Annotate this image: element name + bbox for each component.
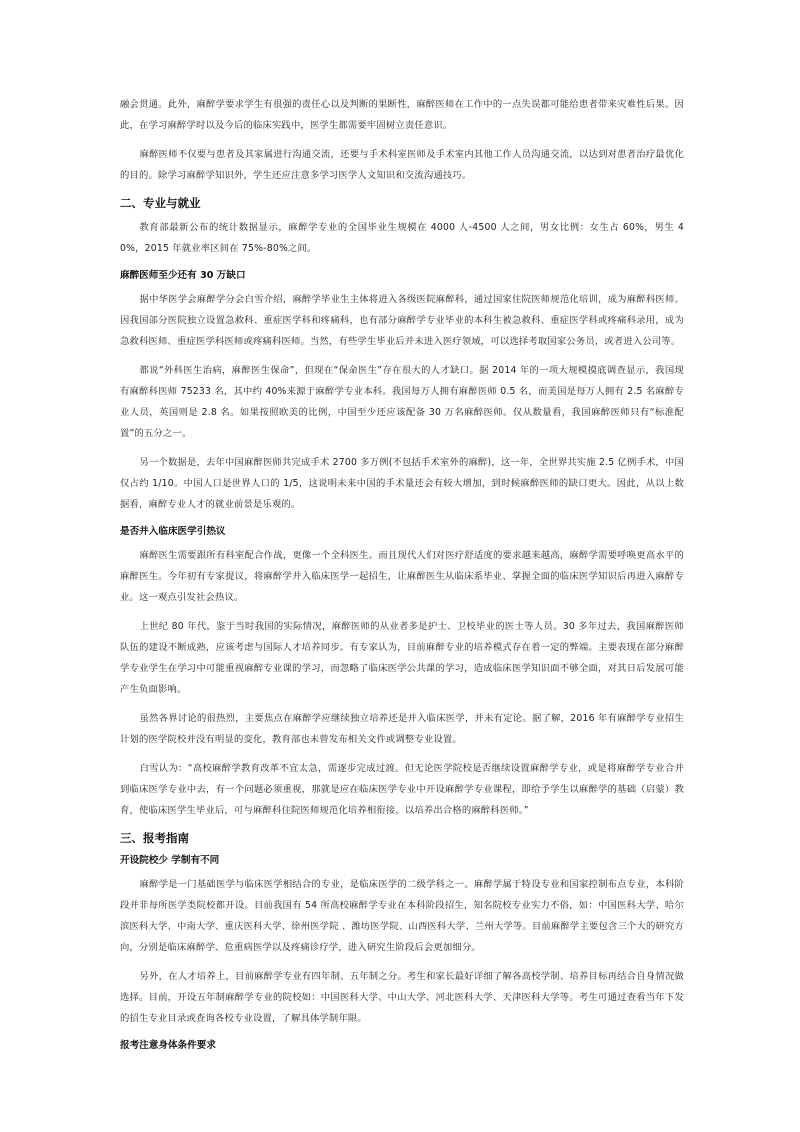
paragraph: 虽然各界讨论的很热烈，主要焦点在麻醉学应继续独立培养还是并入临床医学，并未有定论。据了解，2016 年有麻醉学专业招生计划的医学院校并没有明显的变化，教育部也未曾发布相关文件或调整专业设置。 bbox=[120, 713, 684, 745]
subsection-heading: 报考注意身体条件要求 bbox=[120, 1040, 216, 1051]
subsection-heading: 是否并入临床医学引热议 bbox=[120, 526, 226, 537]
paragraph: 白雪认为：“高校麻醉学教育改革不宜太急，需逐步完成过渡。但无论医学院校是否继续设置麻醉学专业，或是将麻醉学专业合并到临床医学专业中去，有一个问题必须重视，那就是应在临床医学专业中开设麻醉学专业课程，即给予学生以麻醉学的基础（启蒙）教育，使临床医学生毕业后，可与麻醉科住院医师规范化培养相衔接，以培养出合格的麻醉科医师。” bbox=[120, 763, 684, 816]
paragraph: 麻醉学是一门基础医学与临床医学相结合的专业，是临床医学的二级学科之一。麻醉学属于特设专业和国家控制布点专业，本科阶段并非每所医学类院校都开设。目前我国有 54 所高校麻醉学专业在本科阶段招生，知名院校专业实力不俗，如：中国医科大学、哈尔滨医科大学、中南大学、重庆医科大学、徐州医学院 、潍坊医学院、山西医科大学、兰州大学等。目前麻醉学主要包含三个大的研究方向，分别是临床麻醉学、危重病医学以及疼痛诊疗学，进入研究生阶段后会更加细分。 bbox=[120, 879, 684, 953]
section-heading: 二、专业与就业 bbox=[120, 196, 201, 210]
paragraph: 另外，在人才培养上，目前麻醉学专业有四年制、五年制之分。考生和家长最好详细了解各高校学制、培养目标再结合自身情况做选择。目前，开设五年制麻醉学专业的院校如：中国医科大学、中山大学、河北医科大学、天津医科大学等。考生可通过查看当年下发的招生专业目录或查询各校专业设置，了解具体学制年限。 bbox=[120, 971, 684, 1024]
paragraph: 据中华医学会麻醉学分会白雪介绍，麻醉学毕业生主体将进入各级医院麻醉科，通过国家住院医师规范化培训，成为麻醉科医师。因我国部分医院独立设置急救科、重症医学科和疼痛科，也有部分麻醉学专业毕业的本科生被急救科、重症医学科或疼痛科录用，成为急救科医师、重症医学科医师或疼痛科医师。当然，有些学生毕业后并未进入医疗领域，可以选择考取国家公务员，或者进入公司等。 bbox=[120, 294, 684, 347]
paragraph: 教育部最新公布的统计数据显示，麻醉学专业的全国毕业生规模在 4000 人-4500 人之间，男女比例：女生占 60%，男生 40%，2015 年就业率区间在 75%-80%之间。 bbox=[120, 222, 684, 254]
subsection-heading: 开设院校少 学制有不同 bbox=[120, 855, 220, 866]
paragraph: 融会贯通。此外，麻醉学要求学生有很强的责任心以及判断的果断性，麻醉医师在工作中的一点失误都可能给患者带来灾难性后果。因此，在学习麻醉学时以及今后的临床实践中，医学生都需要牢固树立责任意识。 bbox=[120, 99, 684, 131]
paragraph: 麻醉医师不仅要与患者及其家属进行沟通交流，还要与手术科室医师及手术室内其他工作人员沟通交流，以达到对患者治疗最优化的目的。除学习麻醉学知识外，学生还应注意多学习医学人文知识和交流沟通技巧。 bbox=[120, 149, 684, 181]
subsection-heading: 麻醉医师至少还有 30 万缺口 bbox=[120, 270, 246, 281]
paragraph: 另一个数据是，去年中国麻醉医师共完成手术 2700 多万例(不包括手术室外的麻醉)，这一年，全世界共实施 2.5 亿例手术，中国仅占约 1/10。中国人口是世界人口的 1/5，这说明未来中国的手术量还会有较大增加，到时候麻醉医师的缺口更大。因此，从以上数据看，麻醉专业人才的就业前景是乐观的。 bbox=[120, 457, 684, 510]
section-heading: 三、报考指南 bbox=[120, 831, 189, 845]
article-body bbox=[120, 94, 684, 1059]
paragraph: 上世纪 80 年代，鉴于当时我国的实际情况，麻醉医师的从业者多是护士、卫校毕业的医士等人员。30 多年过去，我国麻醉医师队伍的建设不断成熟，应该考虑与国际人才培养同步。有专家认为，目前麻醉专业的培养模式存在着一定的弊端。主要表现在部分麻醉学专业学生在学习中可能重视麻醉专业课的学习，而忽略了临床医学公共课的学习，造成临床医学知识面不够全面，对其日后发展可能产生负面影响。 bbox=[120, 621, 684, 695]
paragraph: 都说“外科医生治病，麻醉医生保命”，但现在“保命医生”存在很大的人才缺口。据 2014 年的一项大规模摸底调查显示，我国现有麻醉科医师 75233 名，其中约 40%来源于麻醉学专业本科。我国每万人拥有麻醉医师 0.5 名，而美国是每万人拥有 2.5 名麻醉专业人员，英国则是 2.8 名。如果按照欧美的比例，中国至少还应该配备 30 万名麻醉医师。仅从数量看，我国麻醉医师只有“标准配置”的五分之一。 bbox=[120, 365, 684, 439]
paragraph: 麻醉医生需要跟所有科室配合作战，更像一个全科医生。而且现代人们对医疗舒适度的要求越来越高，麻醉学需要呼唤更高水平的麻醉医生。今年初有专家提议，将麻醉学并入临床医学一起招生，让麻醉医生从临床系毕业、掌握全面的临床医学知识后再进入麻醉专业。这一观点引发社会热议。 bbox=[120, 550, 684, 603]
